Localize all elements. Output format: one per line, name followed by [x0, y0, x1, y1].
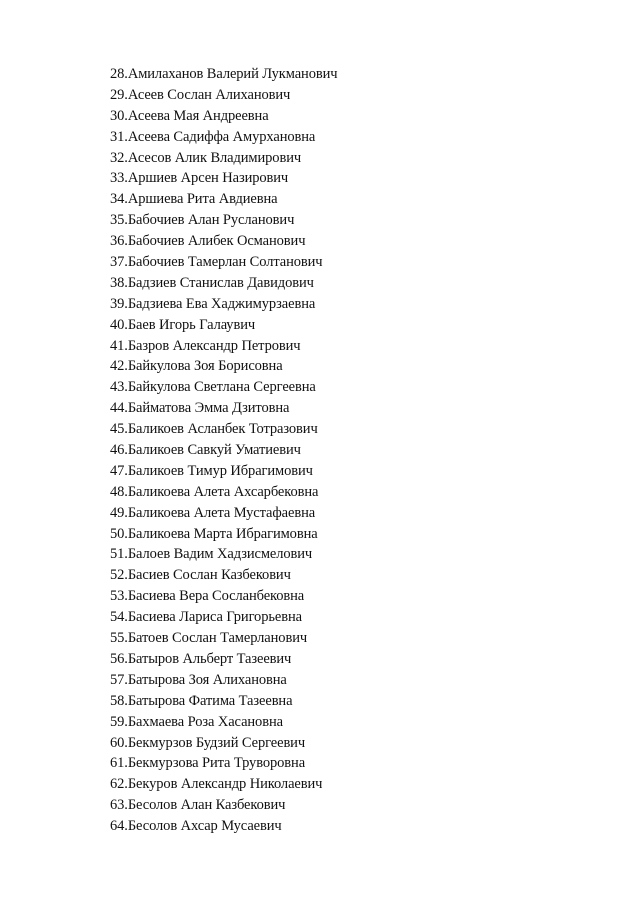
list-item: 35.Бабочиев Алан Русланович [110, 212, 295, 229]
list-item: 55.Батоев Сослан Тамерланович [110, 630, 308, 647]
list-item: 57.Батырова Зоя Алихановна [110, 671, 287, 688]
list-item: 59.Бахмаева Роза Хасановна [110, 713, 283, 730]
name-list [110, 64, 337, 837]
list-item: 47.Баликоев Тимур Ибрагимович [110, 462, 313, 479]
list-item: 29.Асеев Сослан Алиханович [110, 86, 291, 103]
list-item: 30.Асеева Мая Андреевна [110, 107, 269, 124]
list-item: 38.Бадзиев Станислав Давидович [110, 274, 314, 291]
list-item: 28.Амилаханов Валерий Лукманович [110, 66, 338, 82]
list-item: 37.Бабочиев Тамерлан Солтанович [110, 254, 323, 271]
list-item: 60.Бекмурзов Будзий Сергеевич [110, 734, 306, 751]
list-item: 56.Батыров Альберт Тазеевич [110, 650, 292, 667]
list-item: 34.Аршиева Рита Авдиевна [110, 191, 278, 208]
list-item: 42.Байкулова Зоя Борисовна [110, 358, 283, 375]
list-item: 53.Басиева Вера Сосланбековна [110, 588, 305, 605]
list-item: 54.Басиева Лариса Григорьевна [110, 609, 302, 626]
list-item: 52.Басиев Сослан Казбекович [110, 567, 291, 584]
list-item: 48.Баликоева Алета Ахсарбековна [110, 483, 319, 500]
list-item: 63.Бесолов Алан Казбекович [110, 797, 286, 814]
list-item: 43.Байкулова Светлана Сергеевна [110, 379, 316, 396]
list-item: 49.Баликоева Алета Мустафаевна [110, 504, 316, 521]
list-item: 40.Баев Игорь Галаувич [110, 316, 256, 333]
list-item: 62.Бекуров Александр Николаевич [110, 776, 323, 793]
list-item: 64.Бесолов Ахсар Мусаевич [110, 818, 282, 835]
list-item: 33.Аршиев Арсен Назирович [110, 170, 289, 187]
list-item: 58.Батырова Фатима Тазеевна [110, 692, 293, 709]
list-item: 46.Баликоев Савкуй Уматиевич [110, 442, 301, 459]
list-item: 39.Бадзиева Ева Хаджимурзаевна [110, 295, 316, 312]
list-item: 45.Баликоев Асланбек Тотразович [110, 421, 318, 438]
list-item: 31.Асеева Садиффа Амурхановна [110, 128, 316, 145]
list-item: 61.Бекмурзова Рита Труворовна [110, 755, 306, 772]
list-item: 51.Балоев Вадим Хадзисмелович [110, 546, 313, 563]
list-item: 50.Баликоева Марта Ибрагимовна [110, 525, 318, 542]
list-item: 41.Базров Александр Петрович [110, 337, 301, 354]
list-item: 32.Асесов Алик Владимирович [110, 149, 302, 166]
list-item: 44.Байматова Эмма Дзитовна [110, 400, 290, 417]
list-item: 36.Бабочиев Алибек Османович [110, 233, 306, 250]
